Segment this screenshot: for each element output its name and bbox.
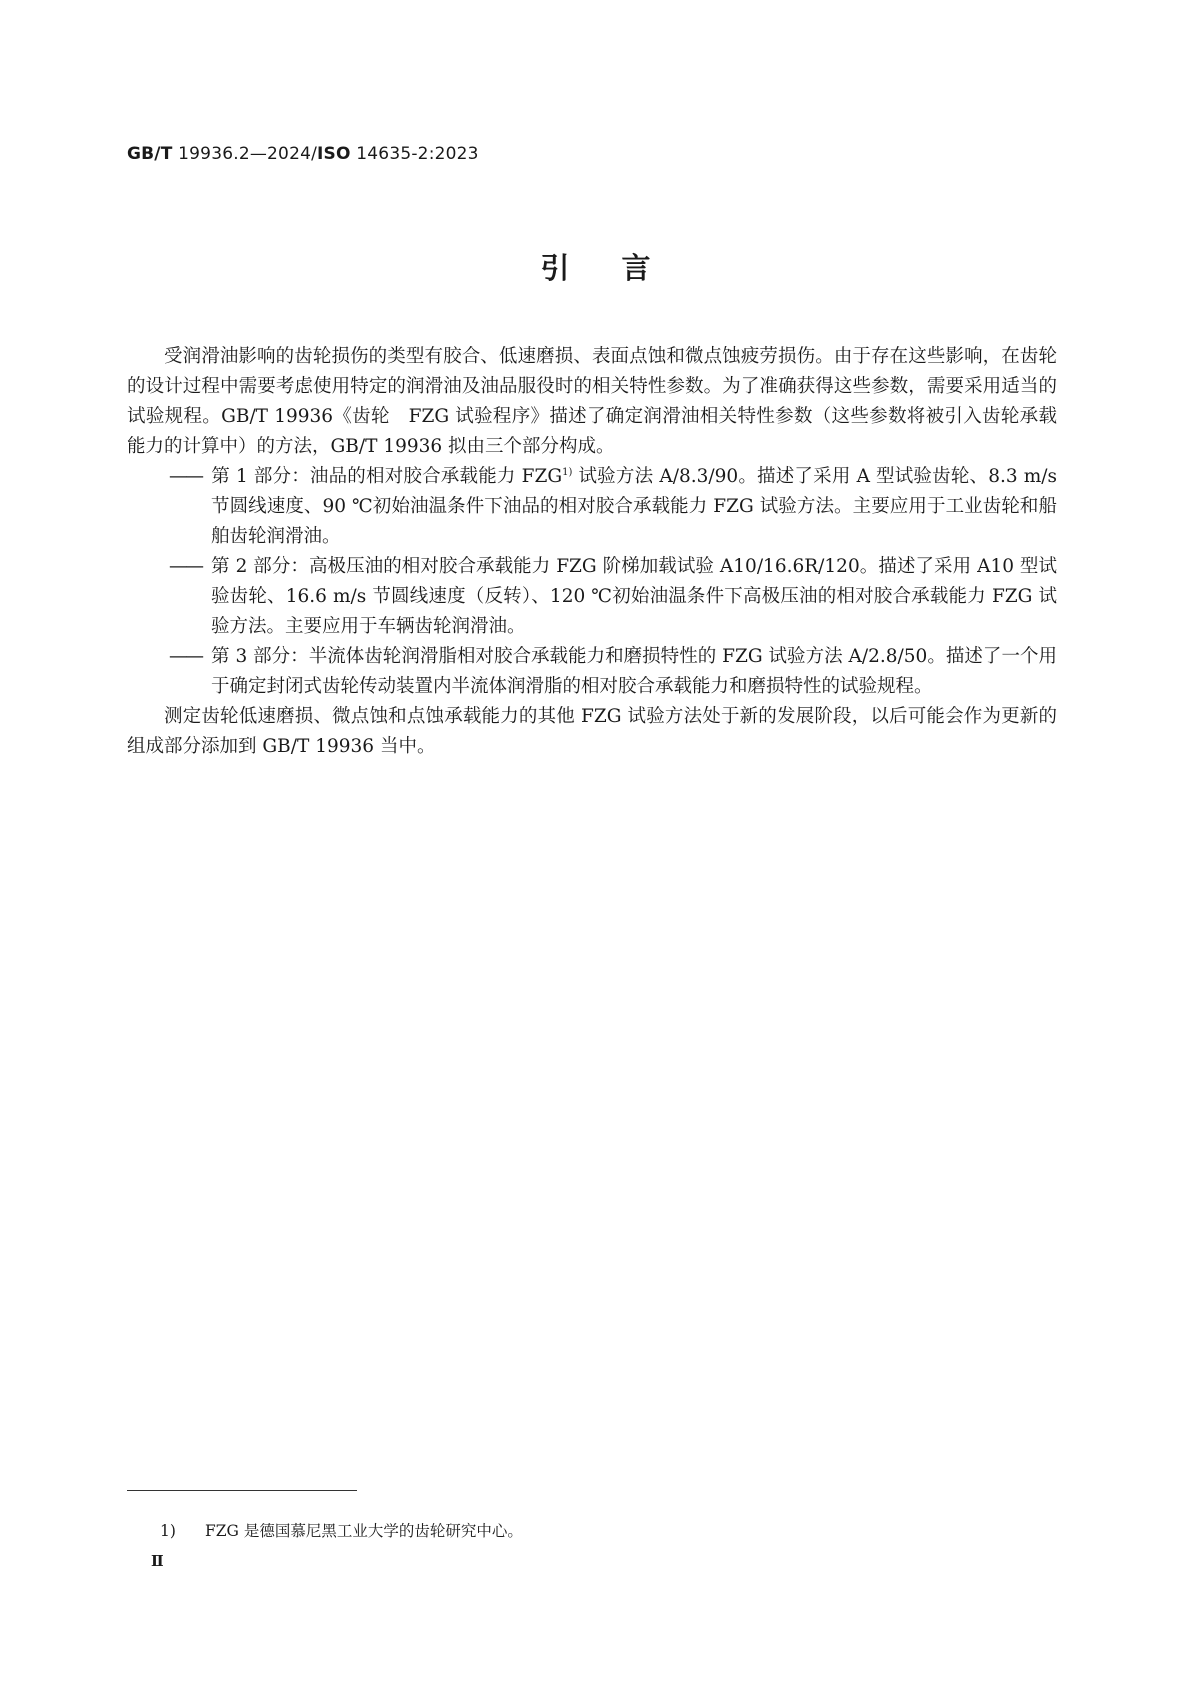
- footnote-divider: [127, 1490, 357, 1491]
- footnote-reference: 1): [562, 467, 573, 478]
- list-item-part-3: [127, 642, 1057, 702]
- footnote: [160, 1519, 523, 1541]
- list-dash: ——: [169, 646, 202, 667]
- part-1-text-after: 试验方法 A/8.3/90。描述了采用 A 型试验齿轮、8.3 m/s 节圆线速度、90 ℃初始油温条件下油品的相对胶合承载能力 FZG 试验方法。主要应用于工业齿轮和船舶齿轮润滑油。: [211, 466, 1057, 547]
- standard-code: GB/T: [127, 144, 173, 164]
- closing-paragraph: 测定齿轮低速磨损、微点蚀和点蚀承载能力的其他 FZG 试验方法处于新的发展阶段，以后可能会作为更新的组成部分添加到 GB/T 19936 当中。: [127, 706, 1057, 757]
- part-3-text: 第 3 部分：半流体齿轮润滑脂相对胶合承载能力和磨损特性的 FZG 试验方法 A/2.8/50。描述了一个用于确定封闭式齿轮传动装置内半流体润滑脂的相对胶合承载能力和磨损特性的试验规程。: [211, 646, 1057, 697]
- iso-number: 14635-2:2023: [356, 144, 479, 164]
- list-item-part-2: [127, 552, 1057, 642]
- iso-code: ISO: [317, 144, 351, 164]
- document-header: [127, 144, 479, 164]
- intro-paragraph: 受润滑油影响的齿轮损伤的类型有胶合、低速磨损、表面点蚀和微点蚀疲劳损伤。由于存在这些影响，在齿轮的设计过程中需要考虑使用特定的润滑油及油品服役时的相关特性参数。为了准确获得这些参数，需要采用适当的试验规程。GB/T 19936《齿轮 FZG 试验程序》描述了确定润滑油相关特性参数（这些参数将被引入齿轮承载能力的计算中）的方法，GB/T 19936 拟由三个部分构成。: [127, 346, 1057, 457]
- list-item-part-1: [127, 462, 1057, 552]
- page-number: Ⅱ: [151, 1552, 164, 1570]
- part-1-text-before: 第 1 部分：油品的相对胶合承载能力 FZG: [211, 466, 563, 487]
- introduction-body: [127, 342, 1057, 762]
- footnote-text: FZG 是德国慕尼黑工业大学的齿轮研究中心。: [205, 1522, 523, 1540]
- page-title: 引言: [540, 251, 703, 285]
- standard-number: 19936.2—2024/: [178, 144, 318, 164]
- list-dash: ——: [169, 556, 202, 577]
- list-dash: ——: [169, 466, 202, 487]
- part-2-text: 第 2 部分：高极压油的相对胶合承载能力 FZG 阶梯加载试验 A10/16.6R/120。描述了采用 A10 型试验齿轮、16.6 m/s 节圆线速度（反转）、120 ℃初始油温条件下高极压油的相对胶合承载能力 FZG 试验方法。主要应用于车辆齿轮润滑油。: [211, 556, 1057, 637]
- footnote-mark: 1): [160, 1522, 176, 1540]
